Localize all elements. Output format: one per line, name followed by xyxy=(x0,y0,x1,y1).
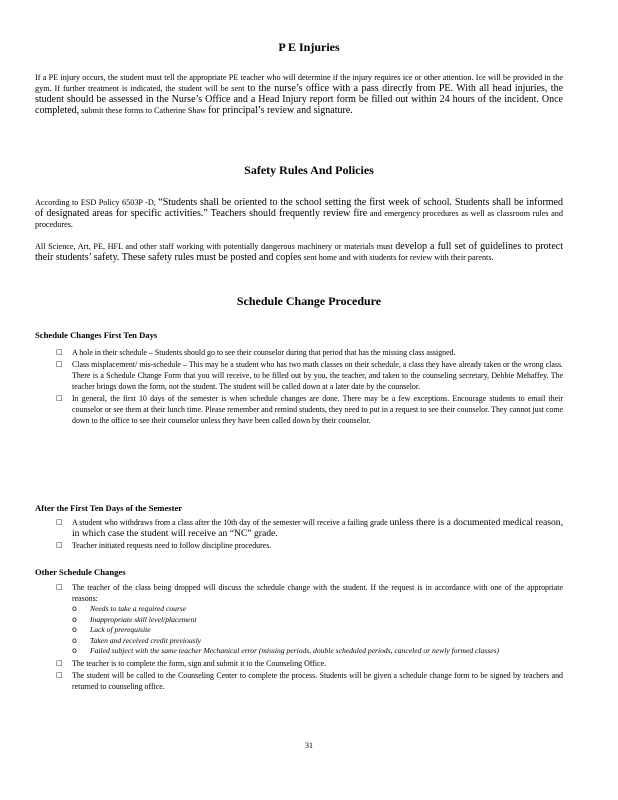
list-item xyxy=(56,582,563,657)
heading-safety-rules: Safety Rules And Policies xyxy=(244,163,374,177)
list-item-text: Teacher initiated requests need to follow discipline procedures. xyxy=(72,541,272,550)
pe-line-3a: submit these forms to Catherine Shaw xyxy=(81,106,207,115)
circle-bullet-icon: o xyxy=(72,625,77,634)
safety-p2a: All Science, Art, PE, HFL and other staff working with potentially dangerous machinery or materials must xyxy=(35,242,393,251)
reason-text: Taken and received credit previously xyxy=(90,635,202,645)
list-item xyxy=(56,517,563,539)
reason-item xyxy=(72,604,563,615)
subhead-first-ten-days: Schedule Changes First Ten Days xyxy=(35,330,158,340)
reason-text: Needs to take a required course xyxy=(90,604,187,613)
checkbox-bullet-icon: □ xyxy=(56,518,63,526)
safety-p2b: develop a full set of guidelines to protect their students’ safety. These safety rules must be posted and copies xyxy=(35,241,563,263)
safety-paragraph-2 xyxy=(35,241,563,263)
list-item xyxy=(56,540,563,551)
safety-paragraph-1 xyxy=(35,197,563,230)
safety-p1c: and emergency procedures as well as classroom rules and procedures. xyxy=(35,209,563,229)
pe-line-1: If a PE injury occurs, the student must tell the appropriate PE teacher who will determine if the injury requires ice or other attention. Ice will be provided in the gym. If further treatment is indicated, the student will be sent xyxy=(35,73,563,93)
list-item-text: In general, the first 10 days of the semester is when schedule changes are done. There may be a few exceptions. Encourage students to email their counselor or see them at their lunch time. Please remember and remind students, they need to put in a request to see their counselor. They cannot just come down to the office to see their counselor unless they have been called down by their counselor. xyxy=(72,394,563,425)
reason-item xyxy=(72,615,563,626)
circle-bullet-icon: o xyxy=(72,635,77,645)
list-item xyxy=(56,393,563,426)
after-ten-days-list xyxy=(56,517,563,552)
subhead-other-changes: Other Schedule Changes xyxy=(35,567,126,577)
checkbox-bullet-icon: □ xyxy=(56,348,63,356)
list-item-text: The teacher is to complete the form, sign and submit it to the Counseling Office. xyxy=(72,658,327,668)
reason-text: Failed subject with the same teacher Mechanical error (missing periods, double scheduled periods, canceled or newly formed classes) xyxy=(90,646,500,655)
list-item-text: The student will be called to the Counseling Center to complete the process. Students will be given a schedule change form to be signed by teachers and returned to counseling office. xyxy=(72,670,563,691)
reasons-list xyxy=(72,604,563,657)
circle-bullet-icon: o xyxy=(72,604,77,613)
reason-text: Inappropriate skill level/placement xyxy=(90,614,197,624)
checkbox-bullet-icon: □ xyxy=(56,658,63,667)
heading-schedule-change: Schedule Change Procedure xyxy=(236,294,382,308)
pe-injuries-paragraph xyxy=(35,72,563,116)
circle-bullet-icon: o xyxy=(72,614,77,624)
pe-line-3b: for principal’s review and signature. xyxy=(208,105,353,116)
list-item xyxy=(56,658,563,669)
list-item xyxy=(56,670,563,692)
checkbox-bullet-icon: □ xyxy=(56,541,63,549)
circle-bullet-icon: o xyxy=(72,646,77,655)
other-changes-list xyxy=(56,582,563,693)
reason-item xyxy=(72,636,563,647)
safety-p1b: “Students shall be oriented to the school setting the first week of school. Students shall be informed of designated areas for specific activities.” Teachers should frequently review fire xyxy=(35,197,563,219)
reason-text: Lack of prerequisite xyxy=(90,625,151,634)
list-item-text: A student who withdraws from a class after the 10th day of the semester will receive a failing grade xyxy=(72,518,388,527)
first-ten-days-list xyxy=(56,347,563,427)
checkbox-bullet-icon: □ xyxy=(56,583,63,591)
reason-item xyxy=(72,646,563,657)
list-item-text: The teacher of the class being dropped will discuss the schedule change with the student. If the request is in accordance with one of the appropriate reasons: xyxy=(72,583,563,603)
heading-pe-injuries: P E Injuries xyxy=(278,40,340,54)
list-item-text: Class misplacement/ mis-schedule – This may be a student who has two math classes on their schedule, a class they have already taken or the wrong class. There is a Schedule Change Form that you will receive, to be filled out by you, the teacher, and taken to the counseling secretary, Debbie Mehaffey. The teacher brings down the form, not the student. The student will be called down at a later date by the counselor. xyxy=(72,360,563,391)
reason-item xyxy=(72,625,563,636)
pe-line-2: to the nurse’s office with a pass directly from PE. With all head injuries, the student should be assessed in the Nurse’s Office and a Head Injury report form be filled out within 24 hours of the incident. Once completed, xyxy=(35,83,564,116)
list-item xyxy=(56,347,563,358)
safety-p1a: According to ESD Policy 6503P -D, xyxy=(35,198,156,207)
list-item xyxy=(56,359,563,392)
safety-p2c: sent home and with students for review with their parents. xyxy=(303,253,494,262)
checkbox-bullet-icon: □ xyxy=(56,394,63,402)
list-item-text: A hole in their schedule – Students should go to see their counselor during that period that has the missing class assigned. xyxy=(72,348,456,357)
checkbox-bullet-icon: □ xyxy=(56,670,63,679)
list-item-text-emphasis: unless there is a documented medical reason, in which case the student will receive an “NC” grade. xyxy=(72,517,563,539)
page-number: 31 xyxy=(305,741,313,750)
checkbox-bullet-icon: □ xyxy=(56,360,63,368)
subhead-after-ten-days: After the First Ten Days of the Semester xyxy=(35,503,183,513)
